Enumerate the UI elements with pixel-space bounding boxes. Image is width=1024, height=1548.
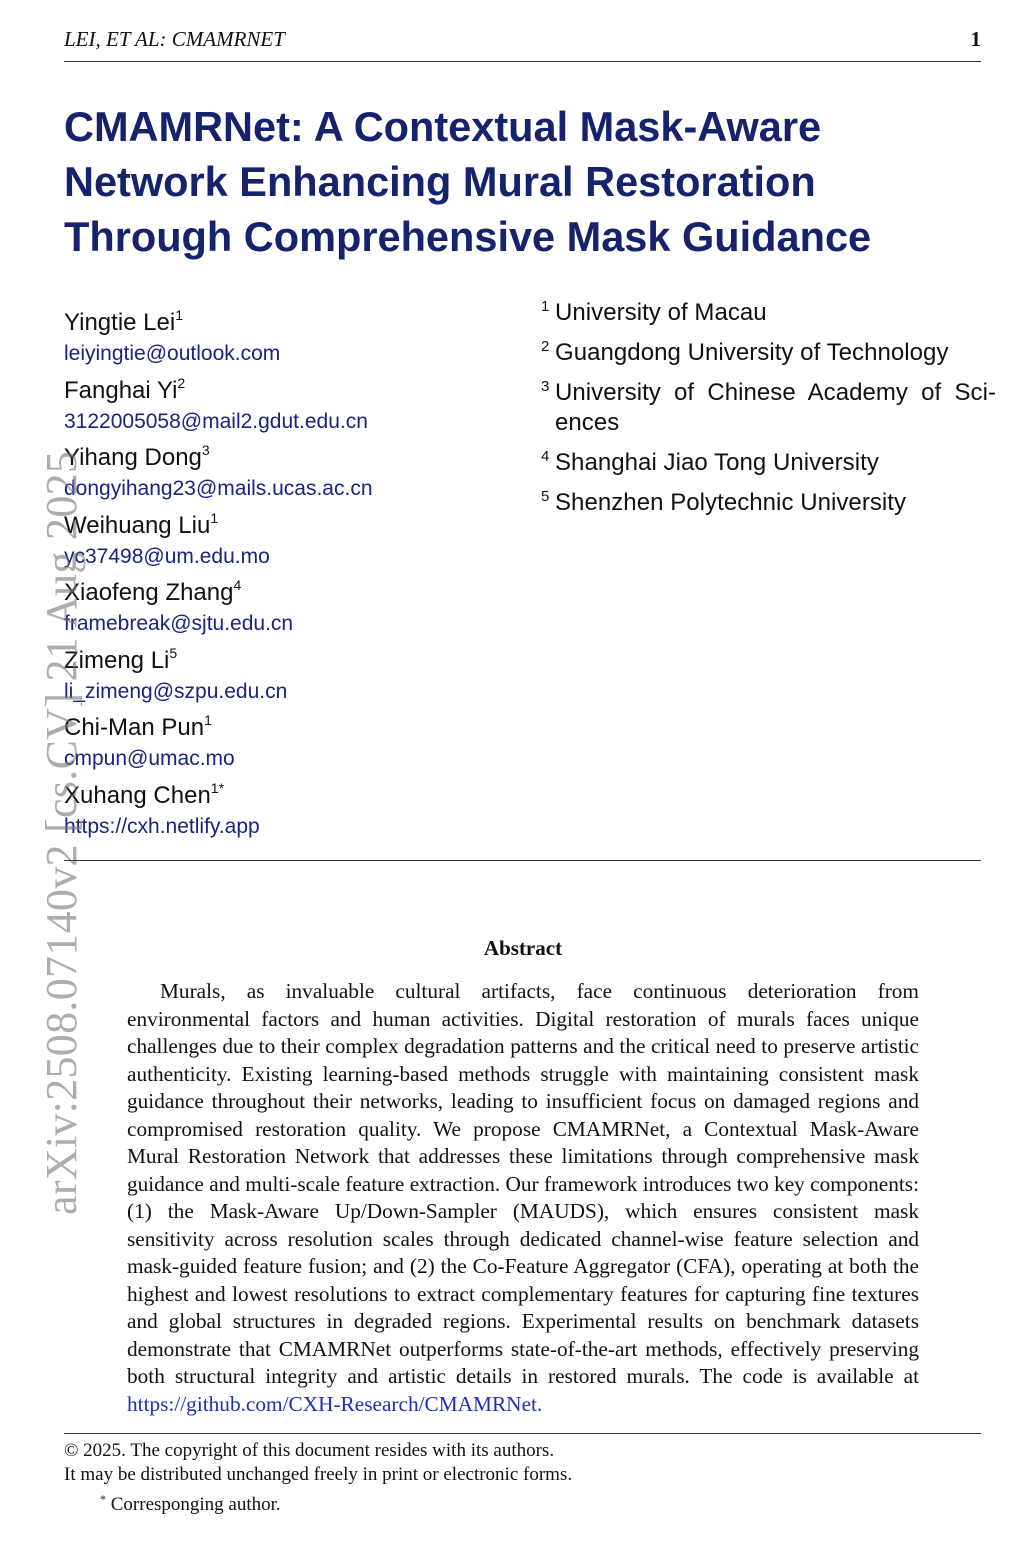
author-email-link[interactable]: leiyingtie@outlook.com bbox=[64, 342, 281, 365]
author bbox=[64, 636, 524, 704]
abstract-text: Murals, as invaluable cultural artifacts, face continuous deterioration from environmental factors and human activities. Digital restoration of murals faces unique challenges due to their complex degradation patterns and the critical need to preserve artistic authenticity. Existing learning-based methods struggle with maintaining consistent mask guidance throughout their networks, leading to insufficient focus on damaged regions and compromised restoration quality. We propose CMAMRNet, a Contextual Mask-Aware Mural Restoration Network that addresses these limitations through comprehensive mask guidance and multi-scale feature extraction. Our framework introduces two key components: (1) the Mask-Aware Up/Down-Sampler (MAUDS), which ensures consistent mask sensitivity across resolution scales through dedicated channel-wise feature selection and mask-guided feature fusion; and (2) the Co-Feature Aggregator (CFA), operating at both the highest and lowest resolutions to extract complementary features for capturing fine textures and global structures in degraded regions. Experimental results on benchmark datasets demonstrate that CMAMRNet outperforms state-of-the-art methods, effectively preserving both structural integrity and artistic details in restored murals. The code is available at bbox=[127, 979, 919, 1388]
author-name: Yingtie Lei bbox=[64, 309, 176, 336]
title-line-3: Through Comprehensive Mask Guidance bbox=[64, 213, 872, 260]
affiliation-number: 2 bbox=[541, 338, 550, 355]
author-homepage-link[interactable]: https://cxh.netlify.app bbox=[64, 814, 260, 838]
author-email-link[interactable]: 3122005058@mail2.gdut.edu.cn bbox=[64, 409, 368, 433]
author-name: Zimeng Li bbox=[64, 646, 170, 674]
author-name: Chi-Man Pun bbox=[64, 714, 205, 741]
author-affil-mark: 2 bbox=[177, 374, 186, 391]
affiliation-name: University of Chinese Academy of Sci-ences bbox=[555, 379, 996, 436]
author-affil-mark: 1 bbox=[210, 509, 219, 526]
affiliation-number: 4 bbox=[541, 448, 550, 465]
author bbox=[64, 771, 524, 839]
author bbox=[64, 433, 524, 501]
author-list bbox=[64, 298, 524, 838]
affiliation bbox=[541, 448, 996, 478]
affiliation-number: 1 bbox=[541, 298, 550, 315]
author-email-link[interactable]: cmpun@umac.mo bbox=[64, 747, 235, 770]
affiliation bbox=[541, 488, 996, 518]
author bbox=[64, 501, 524, 569]
corresponding-author-note: Corresponging author. bbox=[110, 1494, 281, 1515]
author-name: Xiaofeng Zhang bbox=[64, 579, 234, 606]
abstract-heading: Abstract bbox=[483, 936, 563, 960]
author-name: Weihuang Liu bbox=[64, 511, 211, 539]
affiliation-number: 3 bbox=[541, 378, 550, 395]
author bbox=[64, 568, 524, 636]
author-affil-mark: 4 bbox=[233, 577, 242, 593]
footnote-mark: * bbox=[100, 1492, 106, 1506]
author-email-link[interactable]: yc37498@um.edu.mo bbox=[64, 544, 270, 568]
affiliation-name: Guangdong University of Technology bbox=[555, 339, 949, 366]
copyright-notice: © 2025. The copyright of this document resides with its authors. bbox=[64, 1440, 555, 1461]
author-affil-mark: 1 bbox=[175, 307, 183, 323]
author-name: Xuhang Chen bbox=[64, 781, 211, 809]
title-line-1: CMAMRNet: A Contextual Mask-Aware bbox=[64, 103, 822, 150]
abstract-body bbox=[127, 978, 919, 1418]
author bbox=[64, 703, 524, 771]
affiliation-name: Shenzhen Polytechnic University bbox=[555, 489, 907, 516]
affiliation-list bbox=[541, 298, 996, 528]
author-email-link[interactable]: dongyihang23@mails.ucas.ac.cn bbox=[64, 477, 373, 500]
page-footer bbox=[64, 1439, 981, 1517]
running-head: LEI, ET AL: CMAMRNET bbox=[64, 27, 285, 51]
author-affil-mark: 3 bbox=[201, 442, 210, 458]
author-name: Yihang Dong bbox=[64, 444, 202, 471]
header-rule bbox=[64, 61, 981, 62]
author-email-link[interactable]: framebreak@sjtu.edu.cn bbox=[64, 612, 294, 635]
author-affil-mark: 1* bbox=[210, 779, 225, 796]
distribution-notice: It may be distributed unchanged freely in print or electronic forms. bbox=[64, 1464, 573, 1485]
arxiv-stamp: arXiv:2508.07140v2 [cs.CV] 21 Aug 2025 bbox=[37, 450, 86, 1215]
author bbox=[64, 298, 524, 366]
affiliation bbox=[541, 338, 996, 368]
footer-rule bbox=[64, 1433, 981, 1434]
affiliation-name: Shanghai Jiao Tong University bbox=[555, 449, 879, 476]
author-email-link[interactable]: li_zimeng@szpu.edu.cn bbox=[64, 679, 288, 703]
section-rule bbox=[64, 860, 981, 861]
abstract-link-suffix: . bbox=[536, 1391, 543, 1416]
affiliation bbox=[541, 298, 996, 328]
paper-title bbox=[64, 99, 984, 264]
page-header bbox=[64, 27, 981, 52]
affiliation bbox=[541, 378, 996, 438]
author-affil-mark: 1 bbox=[204, 712, 212, 728]
author bbox=[64, 366, 524, 434]
author-affil-mark: 5 bbox=[169, 644, 178, 661]
title-line-2: Network Enhancing Mural Restoration bbox=[64, 158, 816, 205]
affiliation-name: University of Macau bbox=[555, 299, 767, 326]
page-number: 1 bbox=[970, 27, 981, 51]
code-repository-link[interactable]: https://github.com/CXH-Research/CMAMRNet bbox=[127, 1391, 537, 1416]
author-name: Fanghai Yi bbox=[64, 376, 178, 404]
affiliation-number: 5 bbox=[541, 488, 550, 505]
